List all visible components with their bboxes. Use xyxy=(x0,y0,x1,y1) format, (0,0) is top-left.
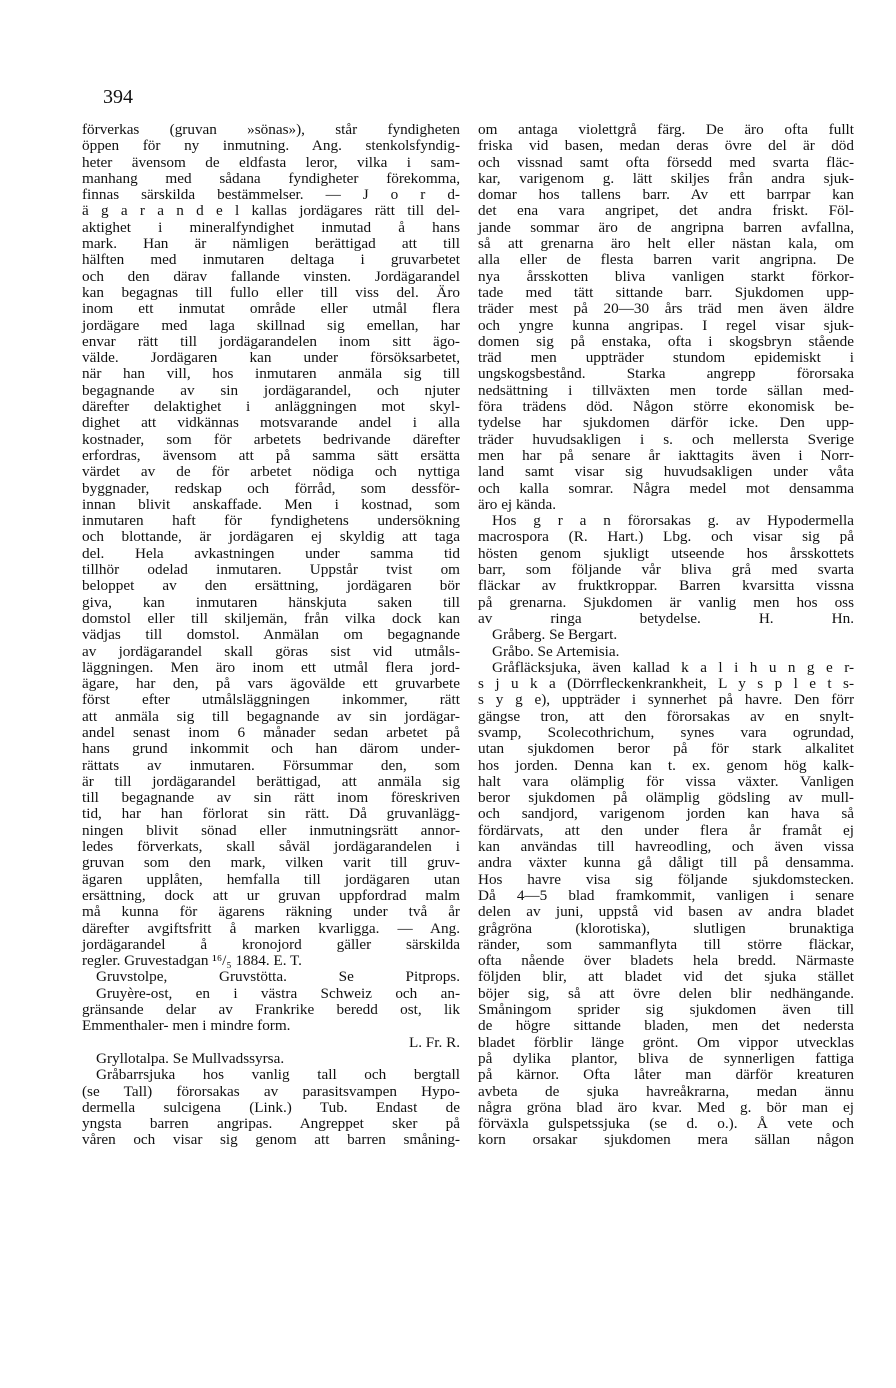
right-column-line: kan användas till havreodling, och även vissa xyxy=(478,838,854,856)
right-column-line: på dylika plantor, bliva de synnerligen fattiga xyxy=(478,1049,854,1067)
left-column-line: domstol eller till skiljemän, från vilka dock kan xyxy=(82,609,460,627)
left-column-line: därefter avgiftsfritt å marken kvarligga. — Ang. xyxy=(82,919,460,937)
right-column-line: fördärvats, att den under flera år framåt ej xyxy=(478,821,854,839)
left-column-line: andel senast inom 6 månader sedan arbetet på xyxy=(82,723,460,741)
right-column-line: på grenarna. Sjukdomen är vanlig men hos oss xyxy=(478,593,854,611)
left-column-line: Gråbarrsjuka hos vanlig tall och bergtall xyxy=(96,1066,460,1084)
right-column-line: domar hos tallens barr. Av ett barrpar kan xyxy=(478,186,854,204)
left-column-line: av jordägarandel skall göras sist vid utmåls- xyxy=(82,642,460,660)
left-text-column xyxy=(82,122,460,1149)
left-column-line: ä g a r a n d e l kallas jordägares rätt till del- xyxy=(82,202,460,220)
left-column-line: erfordras, ävensom att på samma sätt ersätta xyxy=(82,446,460,464)
left-column-line: öppen för ny inmutning. Ang. stenkolsfyndig- xyxy=(82,137,460,155)
right-column-line: träd men uppträder stundom epidemiskt i xyxy=(478,349,854,367)
right-column-line: men har på senare år iakttagits även i Norr- xyxy=(478,446,854,464)
right-column-line: och yngre kunna angripas. I regel visar sjuk- xyxy=(478,316,854,334)
left-column-line: ersättning, dock att ur gruvan uppfordrad malm xyxy=(82,886,460,904)
right-column-line: halt vara olämplig för vissa växter. Vanligen xyxy=(478,772,854,790)
right-column-line: utan sjukdomen beror på för stark alkalitet xyxy=(478,740,854,758)
left-column-line: rättats av inmutaren. Försummar den, som xyxy=(82,756,460,774)
left-column-line: envar rätt till jordägarandelen inom sitt ägo- xyxy=(82,332,460,350)
right-column-line: och kalla somrar. Några medel mot densamma xyxy=(478,479,854,497)
left-column-line: (se Tall) förorsakas av parasitsvampen Hypo- xyxy=(82,1082,460,1100)
right-column-line: och sandjord, varigenom jorden kan hava så xyxy=(478,805,854,823)
right-column-line: om antaga violettgrå färg. De äro ofta fullt xyxy=(478,121,854,138)
left-column-line: manhang med sådana fyndigheter förekomma, xyxy=(82,169,460,187)
right-column-line: det ena vara angripet, det andra friskt. Föl- xyxy=(478,202,854,220)
right-column-line: några gröna blad äro kvar. Med g. bör man ej xyxy=(478,1098,854,1116)
right-column-line: avbeta de sjuka havreåkrarna, medan ännu xyxy=(478,1082,854,1100)
page-number: 394 xyxy=(103,86,133,108)
right-column-line: beror sjukdomen på olämplig gödsling av mull- xyxy=(478,789,854,807)
left-column-line: ningen blivit sönad eller inmutningsrätt annor- xyxy=(82,821,460,839)
left-column-line: aktighet i mineralfyndighet inmutad å hans xyxy=(82,218,460,236)
right-column-line: Hos havre visa sig följande sjukdomstecken. xyxy=(478,870,854,888)
left-column-line: inom ett inmutat område eller utmål flera xyxy=(82,300,460,318)
right-column-line: böjer sig, så att övre delen blir nedhängande. xyxy=(478,984,854,1002)
left-column-line: till begagnande av sin rätt inom föreskriven xyxy=(82,789,460,807)
left-column-line: våren och visar sig genom att barren småning- xyxy=(82,1131,460,1149)
left-column-line: inmutaren haft för fyndighetens undersökning xyxy=(82,512,460,530)
left-column-line: förverkas (gruvan »sönas»), står fyndigheten xyxy=(82,121,460,138)
left-column-line: gränsande delar av Frankrike beredd ost, lik xyxy=(82,1001,460,1019)
left-column-line: gruvan som den mark, vilken varit till gruv- xyxy=(82,854,460,872)
left-column-line: och den därav fallande vinsten. Jordägarandel xyxy=(82,267,460,285)
right-column-line: s y g e), uppträder i synnerhet på havre. Den förr xyxy=(478,691,854,709)
right-column-line: delen av juni, uppstå vid basen av andra bladet xyxy=(478,903,854,921)
left-column-line: först efter utmålsläggningen inkommer, rätt xyxy=(82,691,460,709)
right-column-line: nya årsskotten bliva vanligen starkt förkor- xyxy=(478,267,854,285)
left-column-line: jordägare med laga skillnad sig emellan, har xyxy=(82,316,460,334)
left-column-line: regler. Gruvestadgan ¹⁶/₅ 1884. E. T. xyxy=(82,952,302,970)
right-column-line: fläckar av fruktkroppar. Barren kvarsitta vissna xyxy=(478,577,854,595)
left-column-line: värdet av de för arbetet nödiga och nyttiga xyxy=(82,463,460,481)
right-column-line: Gråbo. Se Artemisia. xyxy=(492,642,620,660)
left-column-line: ägaren upplåten, hemfalla till jordägaren utan xyxy=(82,870,460,888)
right-column-line: ränder, som sammanflyta till större fläckar, xyxy=(478,935,854,953)
left-column-line: och blottande, är jordägaren ej skyldig att taga xyxy=(82,528,460,546)
left-column-line: hälften med inmutaren deltaga i gruvarbetet xyxy=(82,251,460,269)
right-column-line: friska vid basen, medan deras övre del är död xyxy=(478,137,854,155)
right-column-line: träder huvudsakligen i s. och mellersta Sverige xyxy=(478,430,854,448)
right-column-line: s j u k a (Dörrfleckenkrankheit, L y s p l e t s- xyxy=(478,675,854,693)
left-column-line: beloppet av den ersättning, jordägaren bör xyxy=(82,577,460,595)
left-column-line: att anmäla sig till begagnande av sin jordägar- xyxy=(82,707,460,725)
right-column-line: de högre sittande bladen, men det nedersta xyxy=(478,1017,854,1035)
right-column-line: Småningom sprider sig sjukdomen även till xyxy=(478,1001,854,1019)
right-column-line: ofta nående över bladets hela bredd. Närmaste xyxy=(478,952,854,970)
right-column-line: land samt visar sig huvudsakligen under våta xyxy=(478,463,854,481)
right-column-line: och vissnad samt ofta försedd med svarta fläc- xyxy=(478,153,854,171)
right-column-line: förväxla gulspetssjuka (se d. o.). Å vete och xyxy=(478,1115,854,1133)
right-column-line: korn orsakar sjukdomen mera sällan någon xyxy=(478,1131,854,1149)
left-column-line: Emmenthaler- men i mindre form. xyxy=(82,1017,291,1035)
right-column-line: på kärnor. Ofta låter man därför kreaturen xyxy=(478,1066,854,1084)
right-column-line: föra trädens död. Någon större ekonomisk be- xyxy=(478,398,854,416)
left-column-line: tid, har han förlorat sin rätt. Då gruvanlägg- xyxy=(82,805,460,823)
right-column-line: bladet förblir länge grönt. Om vippor utvecklas xyxy=(478,1033,854,1051)
right-column-line: macrospora (R. Hart.) Lbg. och visar sig på xyxy=(478,528,854,546)
right-column-line: alla eller de flesta barren varit angripna. De xyxy=(478,251,854,269)
left-column-line: hans grund inkommit och han därom under- xyxy=(82,740,460,758)
left-column-line: därefter delaktighet i anläggningen mot skyl- xyxy=(82,398,460,416)
left-column-line: Gruvstolpe, Gruvstötta. Se Pitprops. xyxy=(96,968,460,986)
left-column-line: Gruyère-ost, en i västra Schweiz och an- xyxy=(96,984,460,1002)
right-column-line: domen sig på enstaka, ofta i skogsbryn stående xyxy=(478,332,854,350)
right-column-line: Gråfläcksjuka, även kallad k a l i h u n g e r- xyxy=(492,658,854,676)
right-column-line: äro ej kända. xyxy=(478,495,557,513)
left-column-line: när han vill, hos inmutaren anmäla sig till xyxy=(82,365,460,383)
right-column-line: av ringa betydelse. H. Hn. xyxy=(478,609,854,627)
left-column-line: heter ävensom de eldfasta leror, vilka i sam- xyxy=(82,153,460,171)
right-column-line: jande sommar äro de angripna barren avfallna, xyxy=(478,218,854,236)
right-column-line: svamp, Scolecothrichum, synes vara ogrundad, xyxy=(478,723,854,741)
right-column-line: så att grenarna äro helt eller nästan kala, om xyxy=(478,235,854,253)
right-column-line: Då 4—5 blad framkommit, vanligen i senare xyxy=(478,886,854,904)
left-column-line: kan begagnas till fullo eller till viss del. Äro xyxy=(82,283,460,301)
left-column-line: ledes förverkats, skall såväl jordägarandelen i xyxy=(82,838,460,856)
left-column-line: är till jordägarandel berättigad, att anmäla sig xyxy=(82,772,460,790)
left-column-line: dighet att vidkännas motsvarande andel i alla xyxy=(82,414,460,432)
right-column-line: hösten genom sjukligt utseende hos årsskottets xyxy=(478,544,854,562)
left-column-line: må kunna för ägarens räkning under två år xyxy=(82,903,460,921)
right-column-line: ungskogsbestånd. Starka angrepp förorsaka xyxy=(478,365,854,383)
right-text-column xyxy=(478,122,854,1149)
right-column-line: gängse tron, att den förorsakas av en snylt- xyxy=(478,707,854,725)
left-column-line: del. Hela avkastningen under samma tid xyxy=(82,544,460,562)
left-column-line: byggnader, redskap och förråd, som dessför- xyxy=(82,479,460,497)
left-column-line: ägare, har den, på vars ägovälde ett gruvarbete xyxy=(82,675,460,693)
left-column-line: yngsta barren angripas. Angreppet sker på xyxy=(82,1115,460,1133)
right-column-line: träder mest på 20—30 års träd men även äldre xyxy=(478,300,854,318)
left-column-line: mark. Han är nämligen berättigad att till xyxy=(82,235,460,253)
right-column-line: följden blir, att bladet vid det sjuka stället xyxy=(478,968,854,986)
right-column-line: tade med tätt sittande barr. Sjukdomen upp- xyxy=(478,283,854,301)
right-column-line: hos jorden. Denna kan t. ex. genom hög kalk- xyxy=(478,756,854,774)
right-column-line: tydelse har sjukdomen därför icke. Den upp- xyxy=(478,414,854,432)
right-column-line: Hos g r a n förorsakas g. av Hypodermella xyxy=(492,512,854,530)
left-column-line: L. Fr. R. xyxy=(408,1033,460,1051)
left-column-line: begagnande av sin jordägarandel, och njuter xyxy=(82,381,460,399)
right-column-line: Gråberg. Se Bergart. xyxy=(492,626,618,644)
left-column-line: tillhör odelad inmutaren. Uppstår tvist om xyxy=(82,561,460,579)
left-column-line: jordägarandel å kronojord gäller särskilda xyxy=(82,935,460,953)
right-column-line: barr, som följande vår bliva grå med svarta xyxy=(478,561,854,579)
right-column-line: andra växter kunna gå dåligt till på densamma. xyxy=(478,854,854,872)
right-column-line: grågröna (klorotiska), slutligen brunaktiga xyxy=(478,919,854,937)
left-column-line: vädjas till domstol. Anmälan om begagnande xyxy=(82,626,460,644)
left-column-line: finnas särskilda bestämmelser. — J o r d- xyxy=(82,186,460,204)
left-column-line: innan blivit anskaffade. Men i kostnad, som xyxy=(82,495,460,513)
left-column-line: kostnader, som för arbetets bedrivande därefter xyxy=(82,430,460,448)
left-column-line: giva, kan inmutaren hänskjuta saken till xyxy=(82,593,460,611)
left-column-line: Gryllotalpa. Se Mullvadssyrsa. xyxy=(96,1049,285,1067)
left-column-line: välde. Jordägaren kan under försöksarbetet, xyxy=(82,349,460,367)
right-column-line: kar, varigenom g. lätt skiljes från andra sjuk- xyxy=(478,169,854,187)
left-column-line: läggningen. Men äro inom ett utmål flera jord- xyxy=(82,658,460,676)
left-column-line: dermella sulcigena (Link.) Tub. Endast de xyxy=(82,1098,460,1116)
right-column-line: nedsättning i tillväxten men torde sällan med- xyxy=(478,381,854,399)
